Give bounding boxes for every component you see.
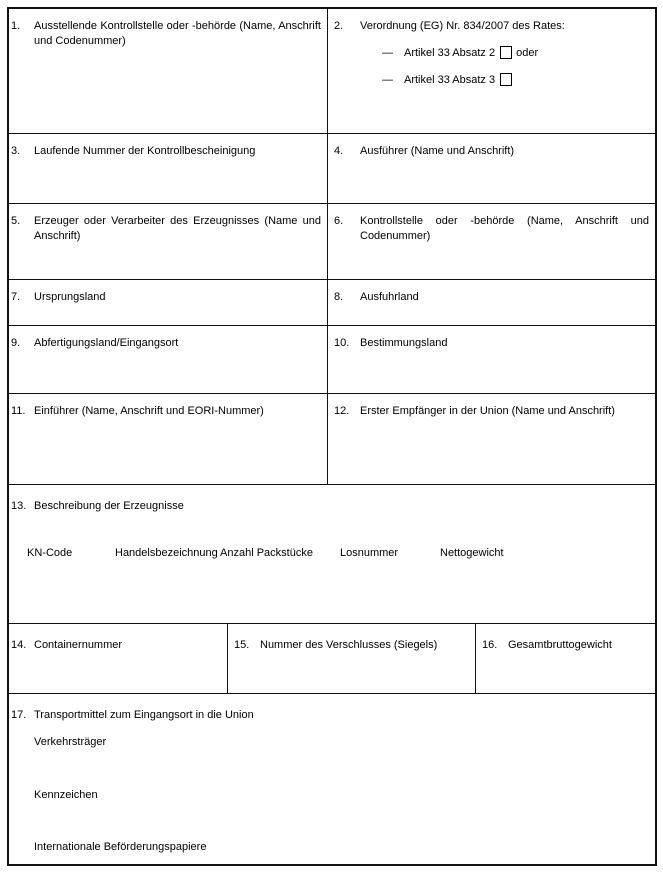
- field-number: 16.: [482, 639, 498, 651]
- field-4-exporter: [327, 134, 655, 203]
- field-label: Laufende Nummer der Kontrollbescheinigung: [34, 145, 256, 157]
- field-number: 11.: [11, 405, 26, 417]
- field-label: Einführer (Name, Anschrift und EORI-Nummer): [34, 405, 264, 417]
- field-number: 7.: [11, 291, 21, 303]
- field-label: Kontrollstelle oder -behörde (Name, Anschrift und Codenummer): [360, 215, 649, 242]
- field-label: Abfertigungsland/Eingangsort: [34, 337, 179, 349]
- field-9-clearance-country-entry-point: [9, 326, 327, 393]
- field-7-country-of-origin: [9, 280, 327, 325]
- field-2-regulation: [327, 9, 655, 133]
- field-number: 13.: [11, 500, 27, 512]
- product-table-header: [11, 546, 649, 561]
- dash-icon: —: [382, 47, 393, 59]
- field-number: 15.: [234, 639, 250, 651]
- sublabel-international-transport-documents: Internationale Beförderungspapiere: [34, 841, 207, 853]
- field-15-seal-number: [227, 624, 475, 693]
- form-row-8: [9, 624, 655, 694]
- field-number: 1.: [11, 20, 21, 32]
- option-artikel-33-absatz-3: [382, 73, 649, 88]
- field-number: 6.: [334, 215, 344, 227]
- field-16-total-gross-weight: [475, 624, 655, 693]
- field-label: Erzeuger oder Verarbeiter des Erzeugnisses (Name und Anschrift): [34, 215, 321, 242]
- field-label: Transportmittel zum Eingangsort in die Union: [34, 709, 254, 721]
- field-3-serial-number: [9, 134, 327, 203]
- field-number: 5.: [11, 215, 21, 227]
- field-8-country-of-export: [327, 280, 655, 325]
- product-column-label-kn-code: KN-Code: [27, 547, 73, 559]
- field-label: Erster Empfänger in der Union (Name und Anschrift): [360, 405, 615, 417]
- field-14-container-number: [9, 624, 227, 693]
- field-number: 14.: [11, 639, 27, 651]
- field-1-issuing-control-body: [9, 9, 327, 133]
- field-number: 10.: [334, 337, 350, 349]
- form-row-7: [9, 485, 655, 624]
- field-number: 3.: [11, 145, 21, 157]
- field-11-importer: [9, 394, 327, 484]
- field-number: 2.: [334, 20, 344, 32]
- field-label: Beschreibung der Erzeugnisse: [34, 500, 184, 512]
- sublabel-registration-marks: Kennzeichen: [34, 789, 98, 801]
- field-number: 4.: [334, 145, 344, 157]
- field-number: 17.: [11, 709, 27, 721]
- field-label: Nummer des Verschlusses (Siegels): [260, 639, 438, 651]
- artikel-33-absatz-3-checkbox[interactable]: [500, 73, 512, 86]
- field-label: Bestimmungsland: [360, 337, 448, 349]
- option-label: Artikel 33 Absatz 2: [404, 47, 496, 59]
- form-row-9: [9, 694, 655, 864]
- product-column-label-number-of-packages: Anzahl Packstücke: [220, 547, 313, 559]
- field-label: Ausfuhrland: [360, 291, 419, 303]
- option-suffix: oder: [516, 47, 539, 59]
- field-number: 12.: [334, 405, 350, 417]
- field-label: Ursprungsland: [34, 291, 106, 303]
- form-row-6: [9, 394, 655, 485]
- form-row-4: [9, 280, 655, 326]
- product-column-label-lot-number: Losnummer: [340, 547, 399, 559]
- form-table: [7, 7, 657, 866]
- field-10-country-of-destination: [327, 326, 655, 393]
- artikel-33-absatz-2-checkbox[interactable]: [500, 46, 512, 59]
- field-6-control-body: [327, 204, 655, 279]
- field-12-first-consignee: [327, 394, 655, 484]
- field-label: Gesamtbruttogewicht: [508, 639, 612, 651]
- form-row-2: [9, 134, 655, 204]
- field-label: Containernummer: [34, 639, 123, 651]
- option-label: Artikel 33 Absatz 3: [404, 74, 496, 86]
- field-label: Verordnung (EG) Nr. 834/2007 des Rates:: [360, 20, 565, 32]
- field-number: 9.: [11, 337, 21, 349]
- form-row-1: [9, 9, 655, 134]
- product-column-label-trade-name: Handelsbezeichnung: [115, 547, 218, 559]
- dash-icon: —: [382, 74, 393, 86]
- field-label: Ausführer (Name und Anschrift): [360, 145, 515, 157]
- form-row-3: [9, 204, 655, 280]
- field-17-means-of-transport: [9, 694, 655, 864]
- field-label: Ausstellende Kontrollstelle oder -behörde (Name, Anschrift und Codenummer): [34, 20, 321, 47]
- option-artikel-33-absatz-2: [382, 46, 649, 61]
- field-number: 8.: [334, 291, 344, 303]
- product-column-label-net-weight: Nettogewicht: [440, 547, 504, 559]
- sublabel-mode-of-transport: Verkehrsträger: [34, 736, 107, 748]
- field-13-description-of-products: [9, 485, 655, 623]
- form-row-5: [9, 326, 655, 394]
- field-5-producer-processor: [9, 204, 327, 279]
